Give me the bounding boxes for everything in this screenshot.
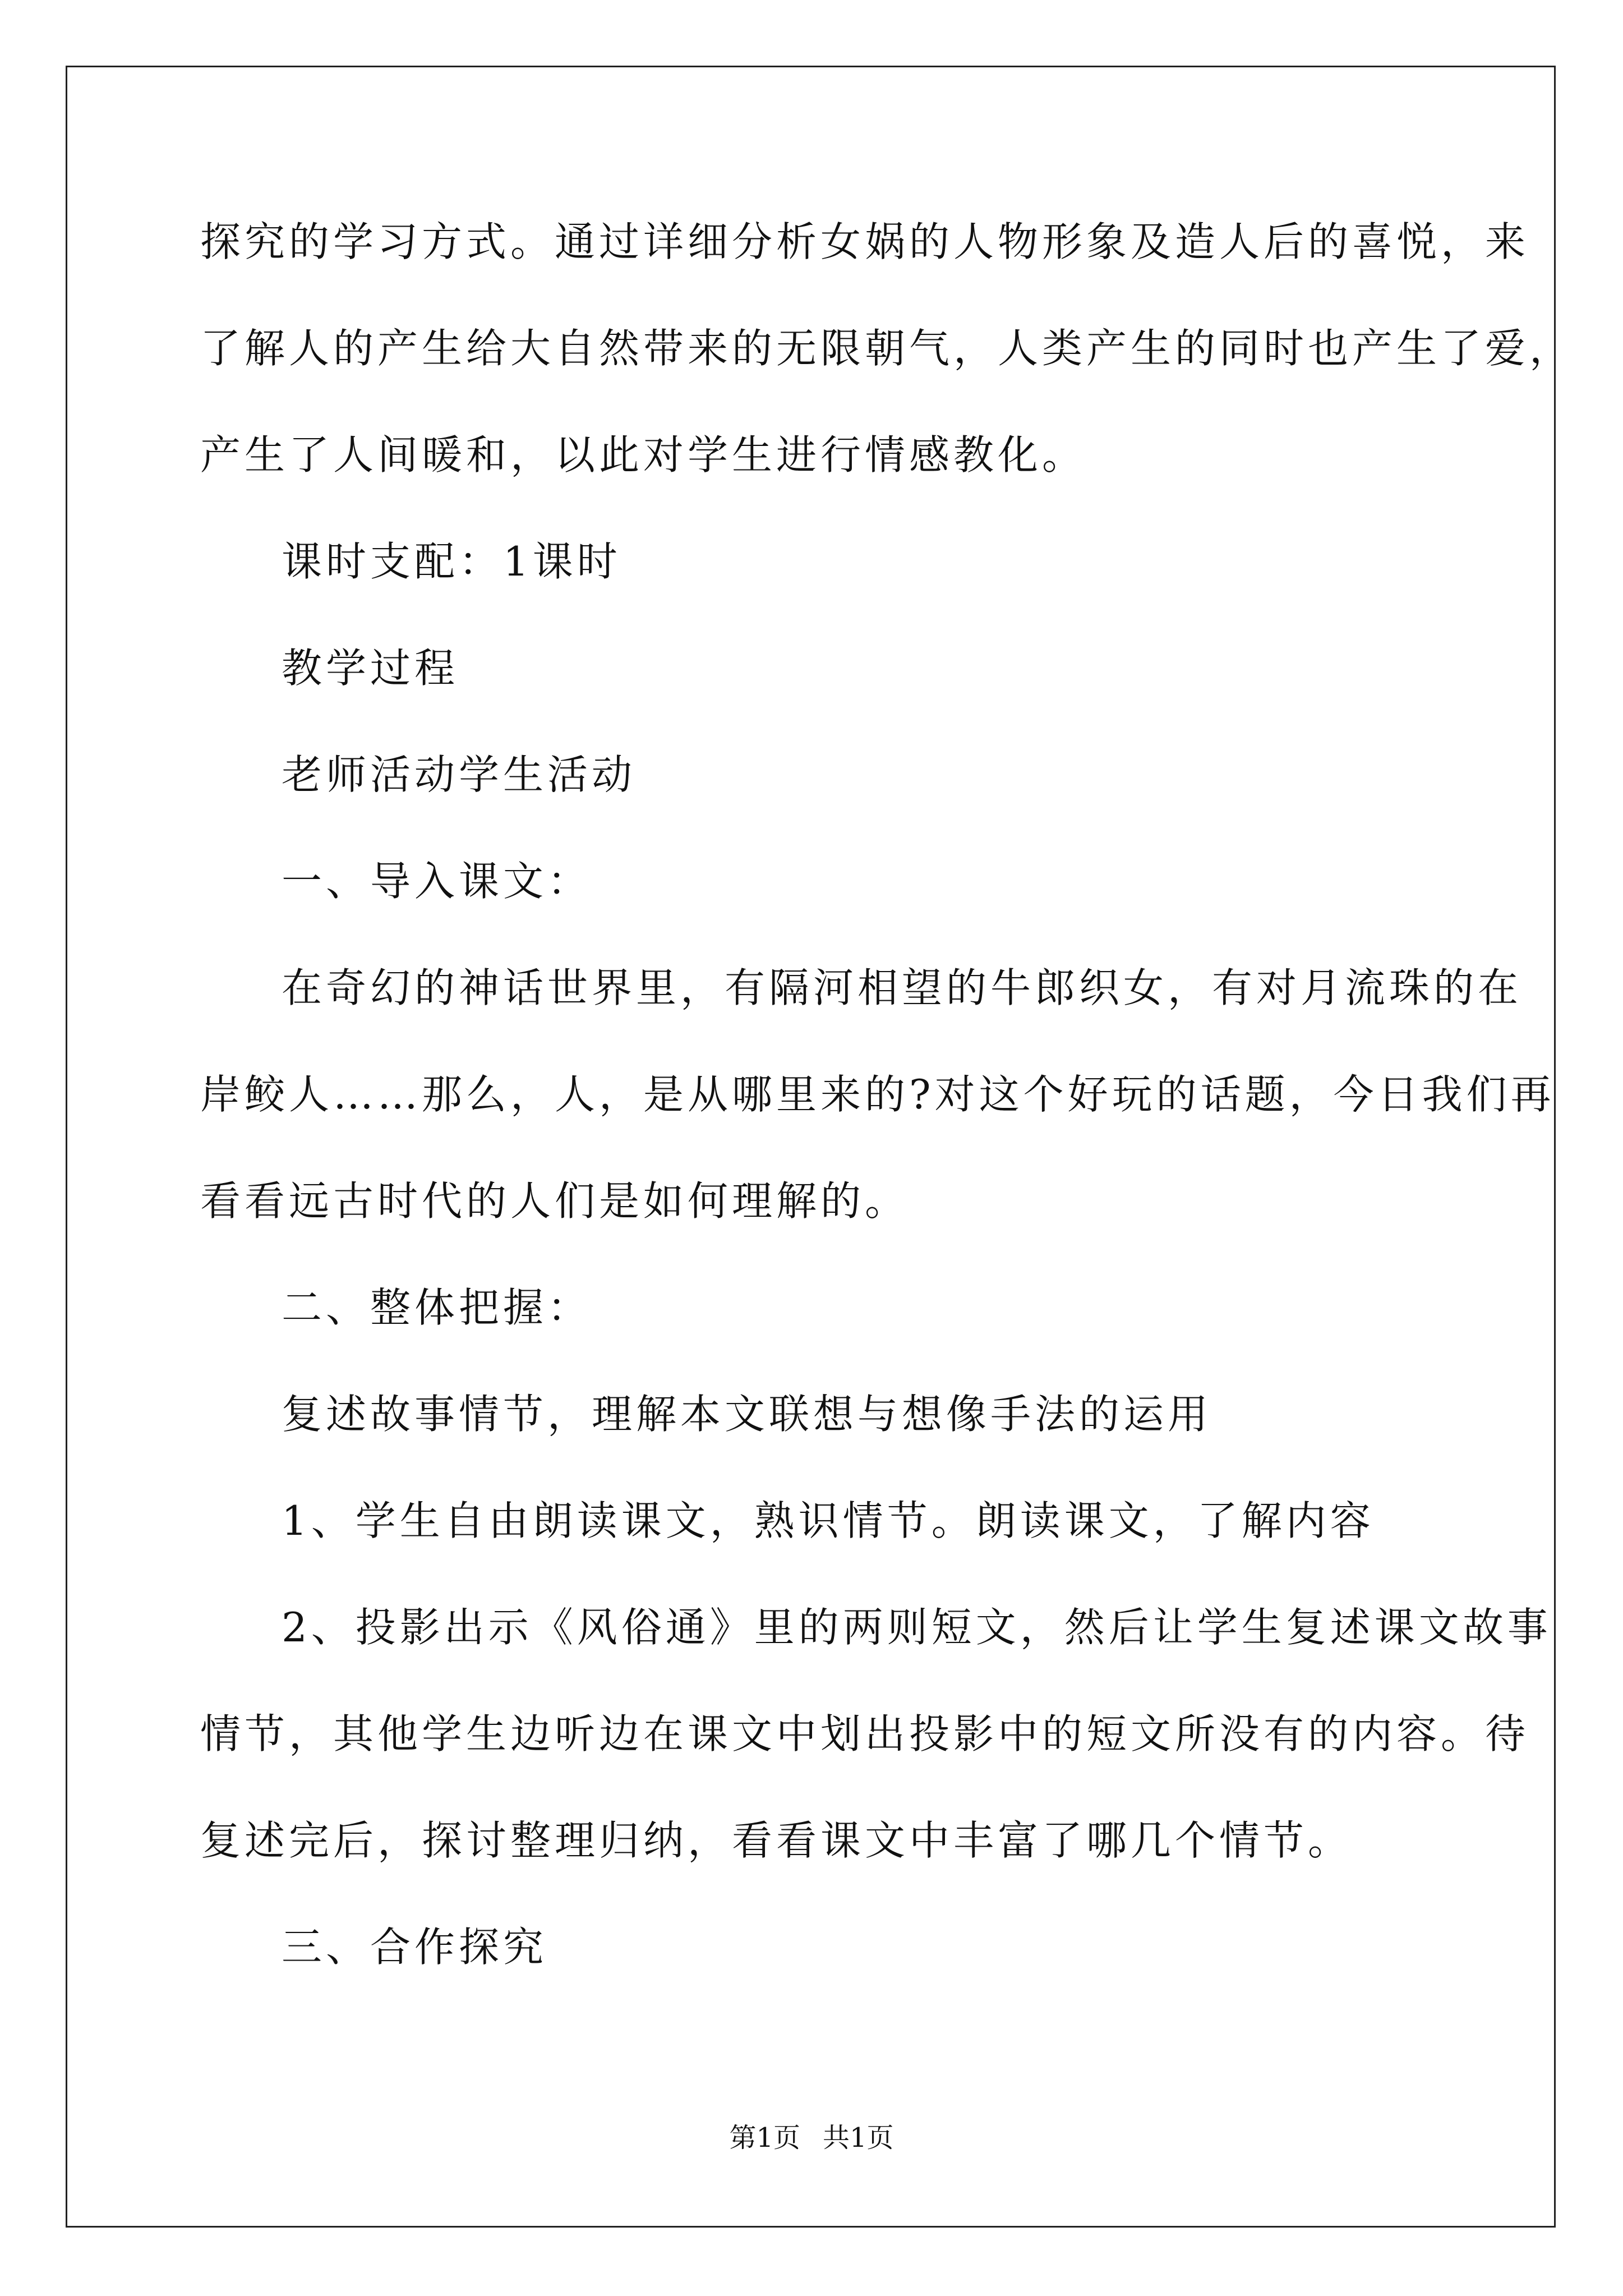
paragraph-line: 岸鲛人……那么，人，是从哪里来的?对这个好玩的话题，今日我们再 bbox=[200, 1071, 1555, 1118]
section-heading: 一、导入课文： bbox=[282, 858, 592, 905]
paragraph-line: 了解人的产生给大自然带来的无限朝气，人类产生的同时也产生了爱， bbox=[200, 325, 1574, 372]
page-number: 第1页 bbox=[729, 2122, 800, 2154]
paragraph-line: 探究的学习方式。通过详细分析女娲的人物形象及造人后的喜悦，来 bbox=[200, 218, 1530, 265]
paragraph-line: 复述故事情节，理解本文联想与想像手法的运用 bbox=[282, 1391, 1212, 1438]
paragraph-line: 1、学生自由朗读课文，熟识情节。朗读课文，了解内容 bbox=[282, 1497, 1375, 1544]
paragraph-line: 看看远古时代的人们是如何理解的。 bbox=[200, 1177, 910, 1225]
page-footer bbox=[0, 2122, 1623, 2154]
section-heading: 二、整体把握： bbox=[282, 1284, 592, 1331]
section-heading: 教学过程 bbox=[282, 645, 459, 692]
paragraph-line: 情节，其他学生边听边在课文中划出投影中的短文所没有的内容。待 bbox=[200, 1710, 1530, 1757]
paragraph-line: 课时支配：1课时 bbox=[282, 538, 621, 585]
section-heading: 三、合作探究 bbox=[282, 1924, 548, 1971]
paragraph-line: 老师活动学生活动 bbox=[282, 751, 637, 798]
page-border bbox=[66, 66, 1556, 2228]
paragraph-line: 复述完后，探讨整理归纳，看看课文中丰富了哪几个情节。 bbox=[200, 1817, 1353, 1864]
page-total: 共1页 bbox=[823, 2122, 894, 2154]
paragraph-line: 2、投影出示《风俗通》里的两则短文，然后让学生复述课文故事 bbox=[282, 1604, 1552, 1651]
paragraph-line: 在奇幻的神话世界里，有隔河相望的牛郎织女，有对月流珠的在 bbox=[282, 964, 1523, 1011]
paragraph-line: 产生了人间暖和，以此对学生进行情感教化。 bbox=[200, 431, 1087, 478]
